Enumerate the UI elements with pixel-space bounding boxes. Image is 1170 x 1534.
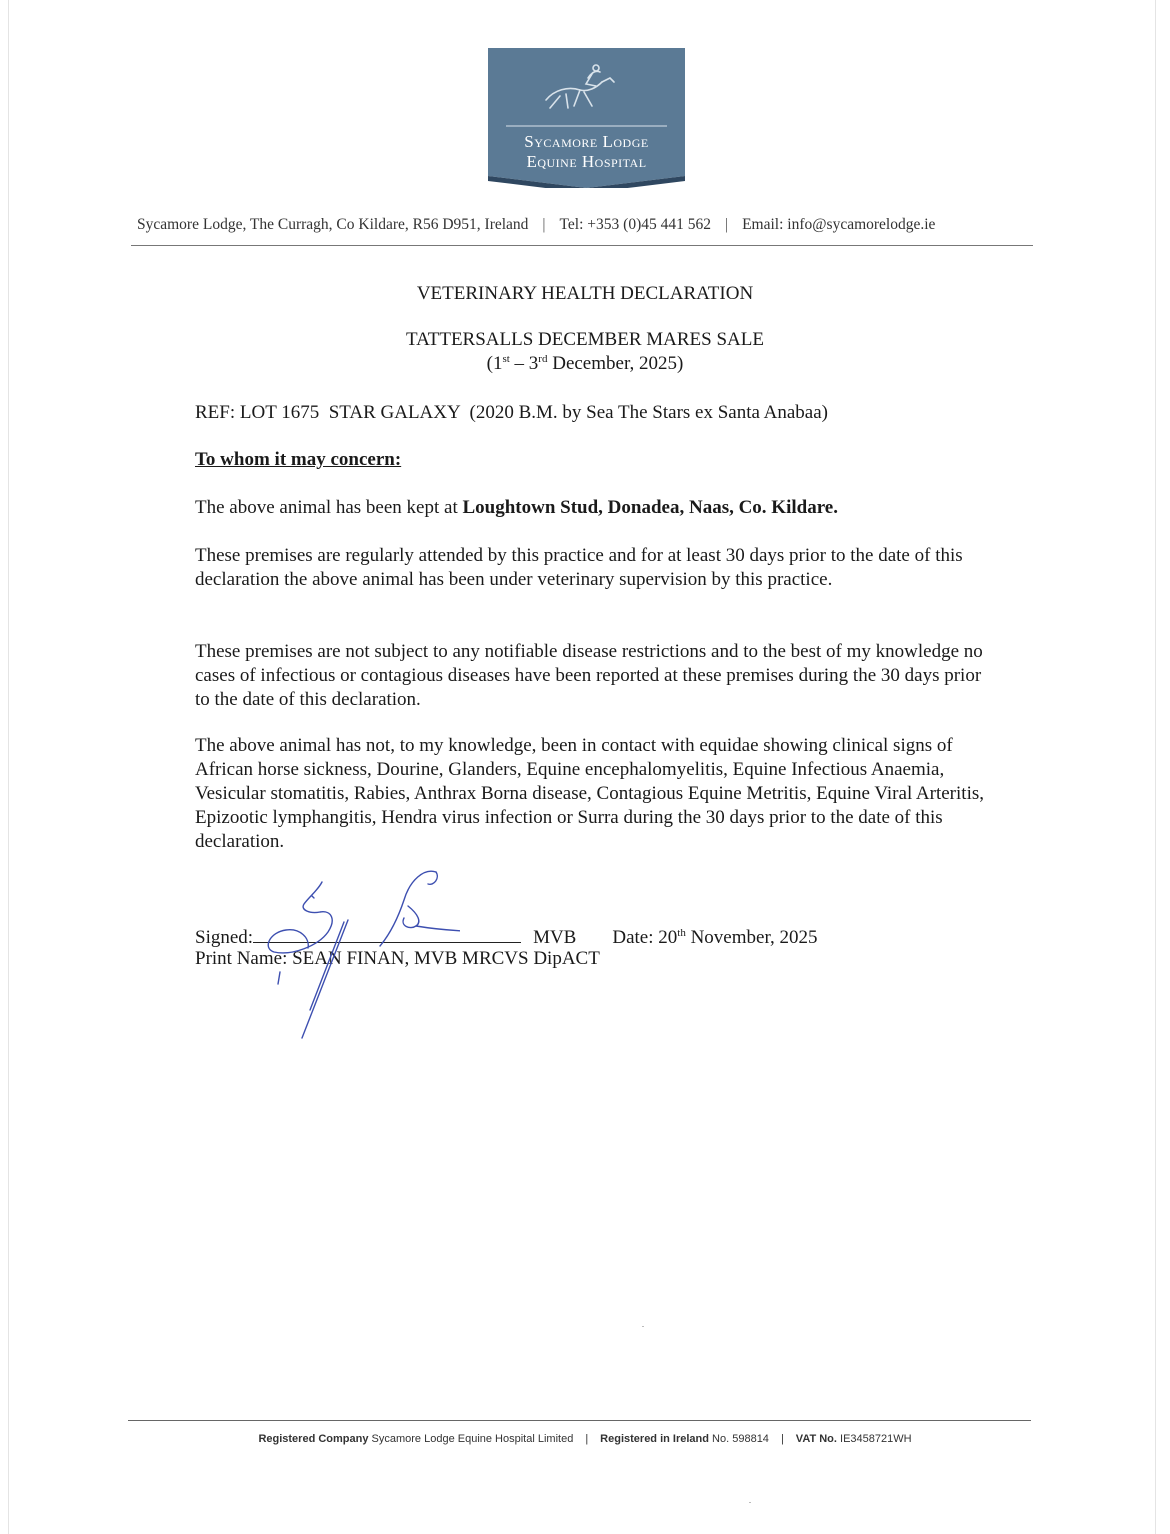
sale-dates: (1st – 3rd December, 2025) bbox=[486, 353, 684, 374]
logo-name-line1: Sycamore Lodge bbox=[524, 132, 649, 151]
handwritten-signature bbox=[240, 860, 460, 1045]
email-text: Email: info@sycamorelodge.ie bbox=[742, 216, 936, 233]
separator: | bbox=[724, 216, 729, 233]
logo-name-line2: Equine Hospital bbox=[526, 152, 647, 171]
telephone-text: Tel: +353 (0)45 441 562 bbox=[559, 216, 711, 233]
signature-date: Date: 20th November, 2025 bbox=[612, 927, 818, 948]
hospital-logo bbox=[488, 48, 685, 188]
document-title: VETERINARY HEALTH DECLARATION bbox=[416, 283, 754, 304]
scan-speck bbox=[642, 1326, 644, 1327]
qualification: MVB bbox=[533, 927, 577, 948]
footer-divider bbox=[128, 1420, 1031, 1421]
lot-reference: REF: LOT 1675 STAR GALAXY (2020 B.M. by Sea The Stars ex Santa Anabaa) bbox=[195, 402, 828, 423]
print-name: Print Name: SEAN FINAN, MVB MRCVS DipACT bbox=[195, 948, 600, 969]
paragraph-clinical-signs: The above animal has not, to my knowledge, been in contact with equidae showing clinical signs of African horse sickness, Dourine, Glanders, Equine encephalomyelitis, Equine Infectious Anaemia, Vesicular stomatitis, Rabies, Anthrax Borna disease, Contagious Equine Metritis, Equine Viral Arteritis, Epizootic lymphangitis, Hendra virus infection or Surra during the 30 days prior to the date of this declaration. bbox=[195, 735, 984, 852]
address-text: Sycamore Lodge, The Curragh, Co Kildare, R56 D951, Ireland bbox=[137, 216, 529, 233]
salutation: To whom it may concern: bbox=[195, 449, 402, 470]
header-divider bbox=[131, 245, 1033, 246]
scan-speck bbox=[749, 1502, 751, 1503]
contact-details bbox=[137, 216, 1029, 234]
signed-label: Signed: bbox=[195, 927, 254, 948]
paragraph-supervision: These premises are regularly attended by this practice and for at least 30 days prior to the date of this declaration the above animal has been under veterinary supervision by this practice. bbox=[195, 545, 963, 590]
separator: | bbox=[542, 216, 546, 233]
paragraph-disease-restrictions: These premises are not subject to any notifiable disease restrictions and to the best of my knowledge no cases of infectious or contagious diseases have been reported at these premises during the 30 days prior to the date of this declaration. bbox=[195, 641, 983, 710]
footer-registration: Registered Company Sycamore Lodge Equine Hospital Limited | Registered in Ireland No. 598814 | VAT No. IE3458721WH bbox=[258, 1433, 912, 1445]
sale-name: TATTERSALLS DECEMBER MARES SALE bbox=[406, 329, 764, 350]
paragraph-premises: The above animal has been kept at Loughtown Stud, Donadea, Naas, Co. Kildare. bbox=[195, 497, 838, 518]
